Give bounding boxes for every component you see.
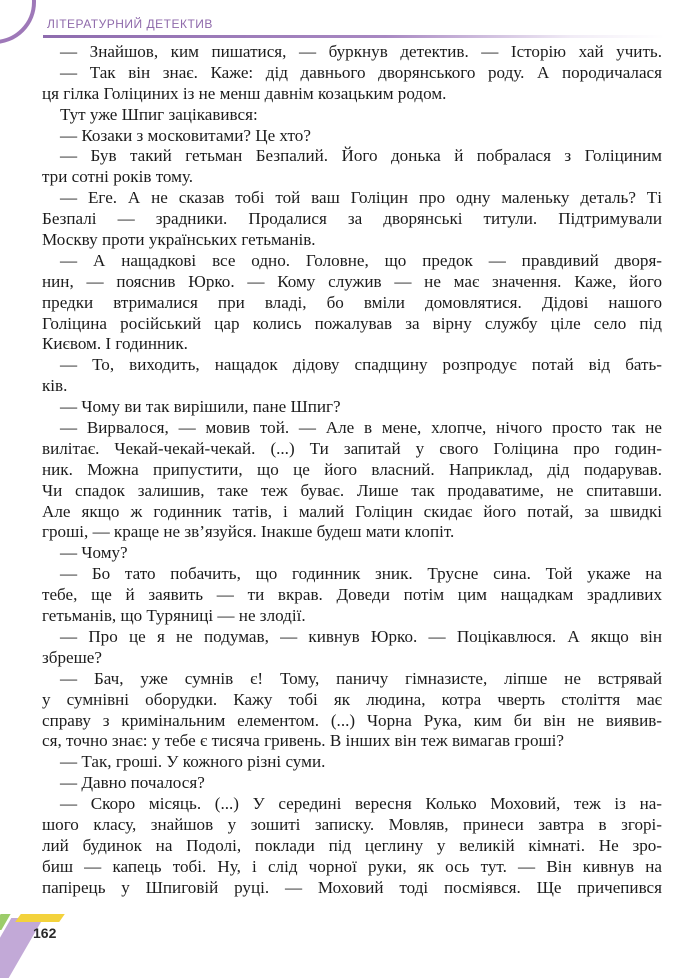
- footer-decorative-stripe: [15, 914, 65, 922]
- text-line: Чи спадок залишив, таке теж буває. Лише так продаватиме, не спитавши.: [42, 480, 662, 500]
- body-text: [42, 42, 662, 899]
- text-line: вилітає. Чекай-чекай-чекай. (...) Ти запитай у свого Голіцина про годин-: [42, 438, 662, 458]
- section-title: ЛІТЕРАТУРНИЙ ДЕТЕКТИВ: [47, 17, 213, 31]
- header-divider: [43, 35, 665, 38]
- text-line: Але якщо ж годинник татів, і малий Голіцин скидає його потай, за швидкі: [42, 501, 662, 521]
- text-line: — Бо тато побачить, що годинник зник. Трусне сина. Той укаже на: [60, 564, 662, 584]
- text-line: Москву проти українських гетьманів.: [42, 230, 316, 250]
- text-line: шого класу, знайшов у зошиті записку. Мовляв, принеси завтра в згорі-: [42, 814, 662, 834]
- text-line: ник. Можна припустити, що це його власний. Наприклад, дід подарував.: [42, 459, 662, 479]
- text-line: — Так він знає. Каже: дід давнього дворянського роду. А породичалася: [60, 62, 662, 82]
- text-line: — Еге. А не сказав тобі той ваш Голіцин про одну маленьку деталь? Ті: [60, 188, 662, 208]
- text-line: — Так, гроші. У кожного різні суми.: [60, 752, 326, 772]
- text-line: — Бач, уже сумнів є! Тому, паничу гімназисте, ліпше не встрявай: [60, 668, 662, 688]
- text-line: збреше?: [42, 647, 102, 667]
- text-line: — А нащадкові все одно. Головне, що предок — правдивий дворя-: [60, 250, 662, 270]
- text-line: предки втрималися при владі, бо вміли домовлятися. Дідові нашого: [42, 292, 662, 312]
- text-line: — Давно почалося?: [60, 773, 205, 793]
- page-number: 162: [33, 925, 57, 941]
- text-line: — Чому ви так вирішили, пане Шпиг?: [60, 397, 341, 417]
- text-line: — Козаки з московитами? Це хто?: [60, 125, 311, 145]
- text-line: ця гілка Голіциних із не менш давнім козацьким родом.: [42, 83, 447, 103]
- text-line: Тут уже Шпиг зацікавився:: [60, 104, 258, 124]
- text-line: — То, виходить, нащадок дідову спадщину розпродує потай від бать-: [60, 355, 662, 375]
- text-line: лий будинок на Подолі, поклади під цеглину у великій кімнаті. Не зро-: [42, 835, 662, 855]
- text-line: гроші, — краще не зв’язуйся. Інакше будеш мати клопіт.: [42, 522, 455, 542]
- text-line: — Знайшов, ким пишатися, — буркнув детектив. — Історію хай учить.: [60, 42, 662, 61]
- text-line: справу з кримінальним елементом. (...) Чорна Рука, ким би він не виявив-: [42, 710, 662, 730]
- text-line: — Вирвалося, — мовив той. — Але в мене, хлопче, нічого просто так не: [60, 418, 662, 438]
- text-line: нин, — пояснив Юрко. — Кому служив — не має значення. Каже, його: [42, 271, 662, 291]
- text-line: Києвом. І годинник.: [42, 334, 188, 354]
- text-line: — Був такий гетьман Безпалий. Його донька й побралася з Голіциним: [60, 146, 662, 166]
- text-line: у сумнівні оборудки. Кажу тобі як людина, котра чверть століття має: [42, 689, 662, 709]
- text-line: — Про це я не подумав, — кивнув Юрко. — Поцікавлюся. А якщо він: [60, 626, 662, 646]
- text-line: три сотні років тому.: [42, 167, 194, 187]
- text-line: гетьманів, що Туряниці — не злодії.: [42, 606, 306, 626]
- text-line: тебе, ще й заявить — ти вкрав. Доведи потім цим нащадкам зрадливих: [42, 585, 662, 605]
- text-line: ків.: [42, 376, 68, 396]
- text-line: биш — капець тобі. Ну, і слід чорної руки, як ось тут. — Він кивнув на: [42, 856, 662, 876]
- text-line: — Скоро місяць. (...) У середині вересня Колько Моховий, теж із на-: [60, 794, 662, 814]
- text-line: Голіцина російський цар колись пожалував за вірну службу ціле село під: [42, 313, 662, 333]
- text-line: Безпалі — зрадники. Продалися за дворянські титули. Підтримували: [42, 209, 662, 229]
- text-line: ся, точно знає: у тебе є тисяча гривень. В інших він теж вимагав гроші?: [42, 731, 564, 751]
- text-line: папірець у Шпиговій руці. — Моховий тоді посміявся. Ще причепився: [42, 877, 662, 897]
- text-line: — Чому?: [60, 543, 128, 563]
- header-decorative-arc: [0, 0, 36, 44]
